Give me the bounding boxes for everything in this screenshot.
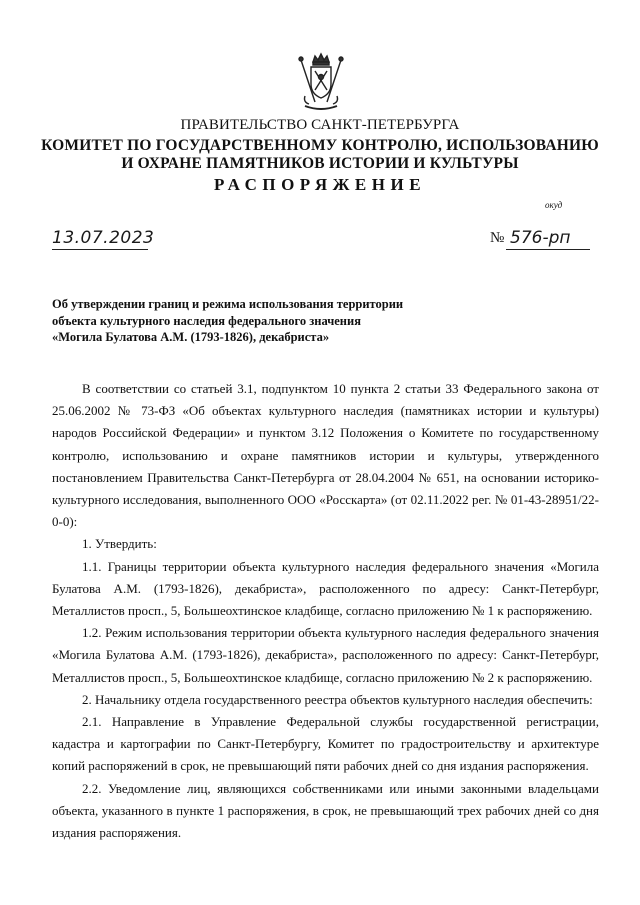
clause-1: 1. Утвердить: bbox=[82, 536, 157, 552]
document-date bbox=[52, 228, 155, 256]
coat-of-arms-icon bbox=[295, 52, 347, 112]
document-subject bbox=[52, 296, 472, 346]
document-body bbox=[52, 378, 599, 844]
document-number bbox=[490, 228, 590, 256]
preamble-paragraph: В соответствии со статьей 3.1, подпунктом 10 пункта 2 статьи 33 Федерального закона от 25.06.2002 № 73-ФЗ «Об объектах культурного наследия (памятниках истории и культуры) народов Российской Федерации» и пунктом 3.12 Положения о Комитете по государственному контролю, использованию и охране памятников истории и культуры, утвержденного постановлением Правительства Санкт-Петербурга от 28.04.2004 № 651, на основании историко-культурного исследования, выполненного ООО «Росскарта» (от 02.11.2022 рег. № 01-43-28951/22-0-0): bbox=[52, 381, 599, 530]
number-value: 576-рп bbox=[510, 228, 571, 248]
subject-line: Об утверждении границ и режима использования территории bbox=[52, 297, 404, 311]
committee-name-line2: И ОХРАНЕ ПАМЯТНИКОВ ИСТОРИИ И КУЛЬТУРЫ bbox=[121, 155, 519, 172]
clause-1-2: 1.2. Режим использования территории объекта культурного наследия федерального значения «Могила Булатова А.М. (1793-1826), декабриста», расположенного по адресу: Санкт-Петербург, Металлистов просп., 5, Большеохтинское кладбище, согласно приложению № 2 к распоряжению. bbox=[52, 625, 599, 685]
number-sign: № bbox=[490, 230, 505, 246]
clause-2-1: 2.1. Направление в Управление Федеральной службы государственной регистрации, кадастра и картографии по Санкт-Петербургу, Комитет по градостроительству и архитектуре копий распоряжений в срок, не превышающий пяти рабочих дней со дня издания распоряжения. bbox=[52, 714, 599, 774]
date-underline bbox=[52, 249, 148, 250]
subject-line: объекта культурного наследия федерального значения bbox=[52, 313, 361, 328]
document-type: РАСПОРЯЖЕНИЕ bbox=[213, 175, 427, 194]
clause-1-1: 1.1. Границы территории объекта культурного наследия федерального значения «Могила Булатова А.М. (1793-1826), декабриста», расположенного по адресу: Санкт-Петербург, Металлистов просп., 5, Большеохтинское кладбище, согласно приложению № 1 к распоряжению. bbox=[52, 558, 599, 619]
clause-2-2: 2.2. Уведомление лиц, являющихся собственниками или иными законными владельцами объекта, указанного в пункте 1 распоряжения, в срок, не превышающий трех рабочих дней со дня издания распоряжения. bbox=[52, 780, 599, 841]
committee-name-line1: КОМИТЕТ ПО ГОСУДАРСТВЕННОМУ КОНТРОЛЮ, ИСПОЛЬЗОВАНИЮ bbox=[41, 137, 599, 154]
number-underline bbox=[506, 249, 590, 250]
government-name: ПРАВИТЕЛЬСТВО САНКТ-ПЕТЕРБУРГА bbox=[180, 117, 460, 133]
okud-label: окуд bbox=[545, 200, 563, 210]
clause-2: 2. Начальнику отдела государственного реестра объектов культурного наследия обеспечить: bbox=[82, 691, 593, 707]
date-value: 13.07.2023 bbox=[52, 228, 155, 248]
subject-line: «Могила Булатова А.М. (1793-1826), декабриста» bbox=[52, 330, 330, 344]
